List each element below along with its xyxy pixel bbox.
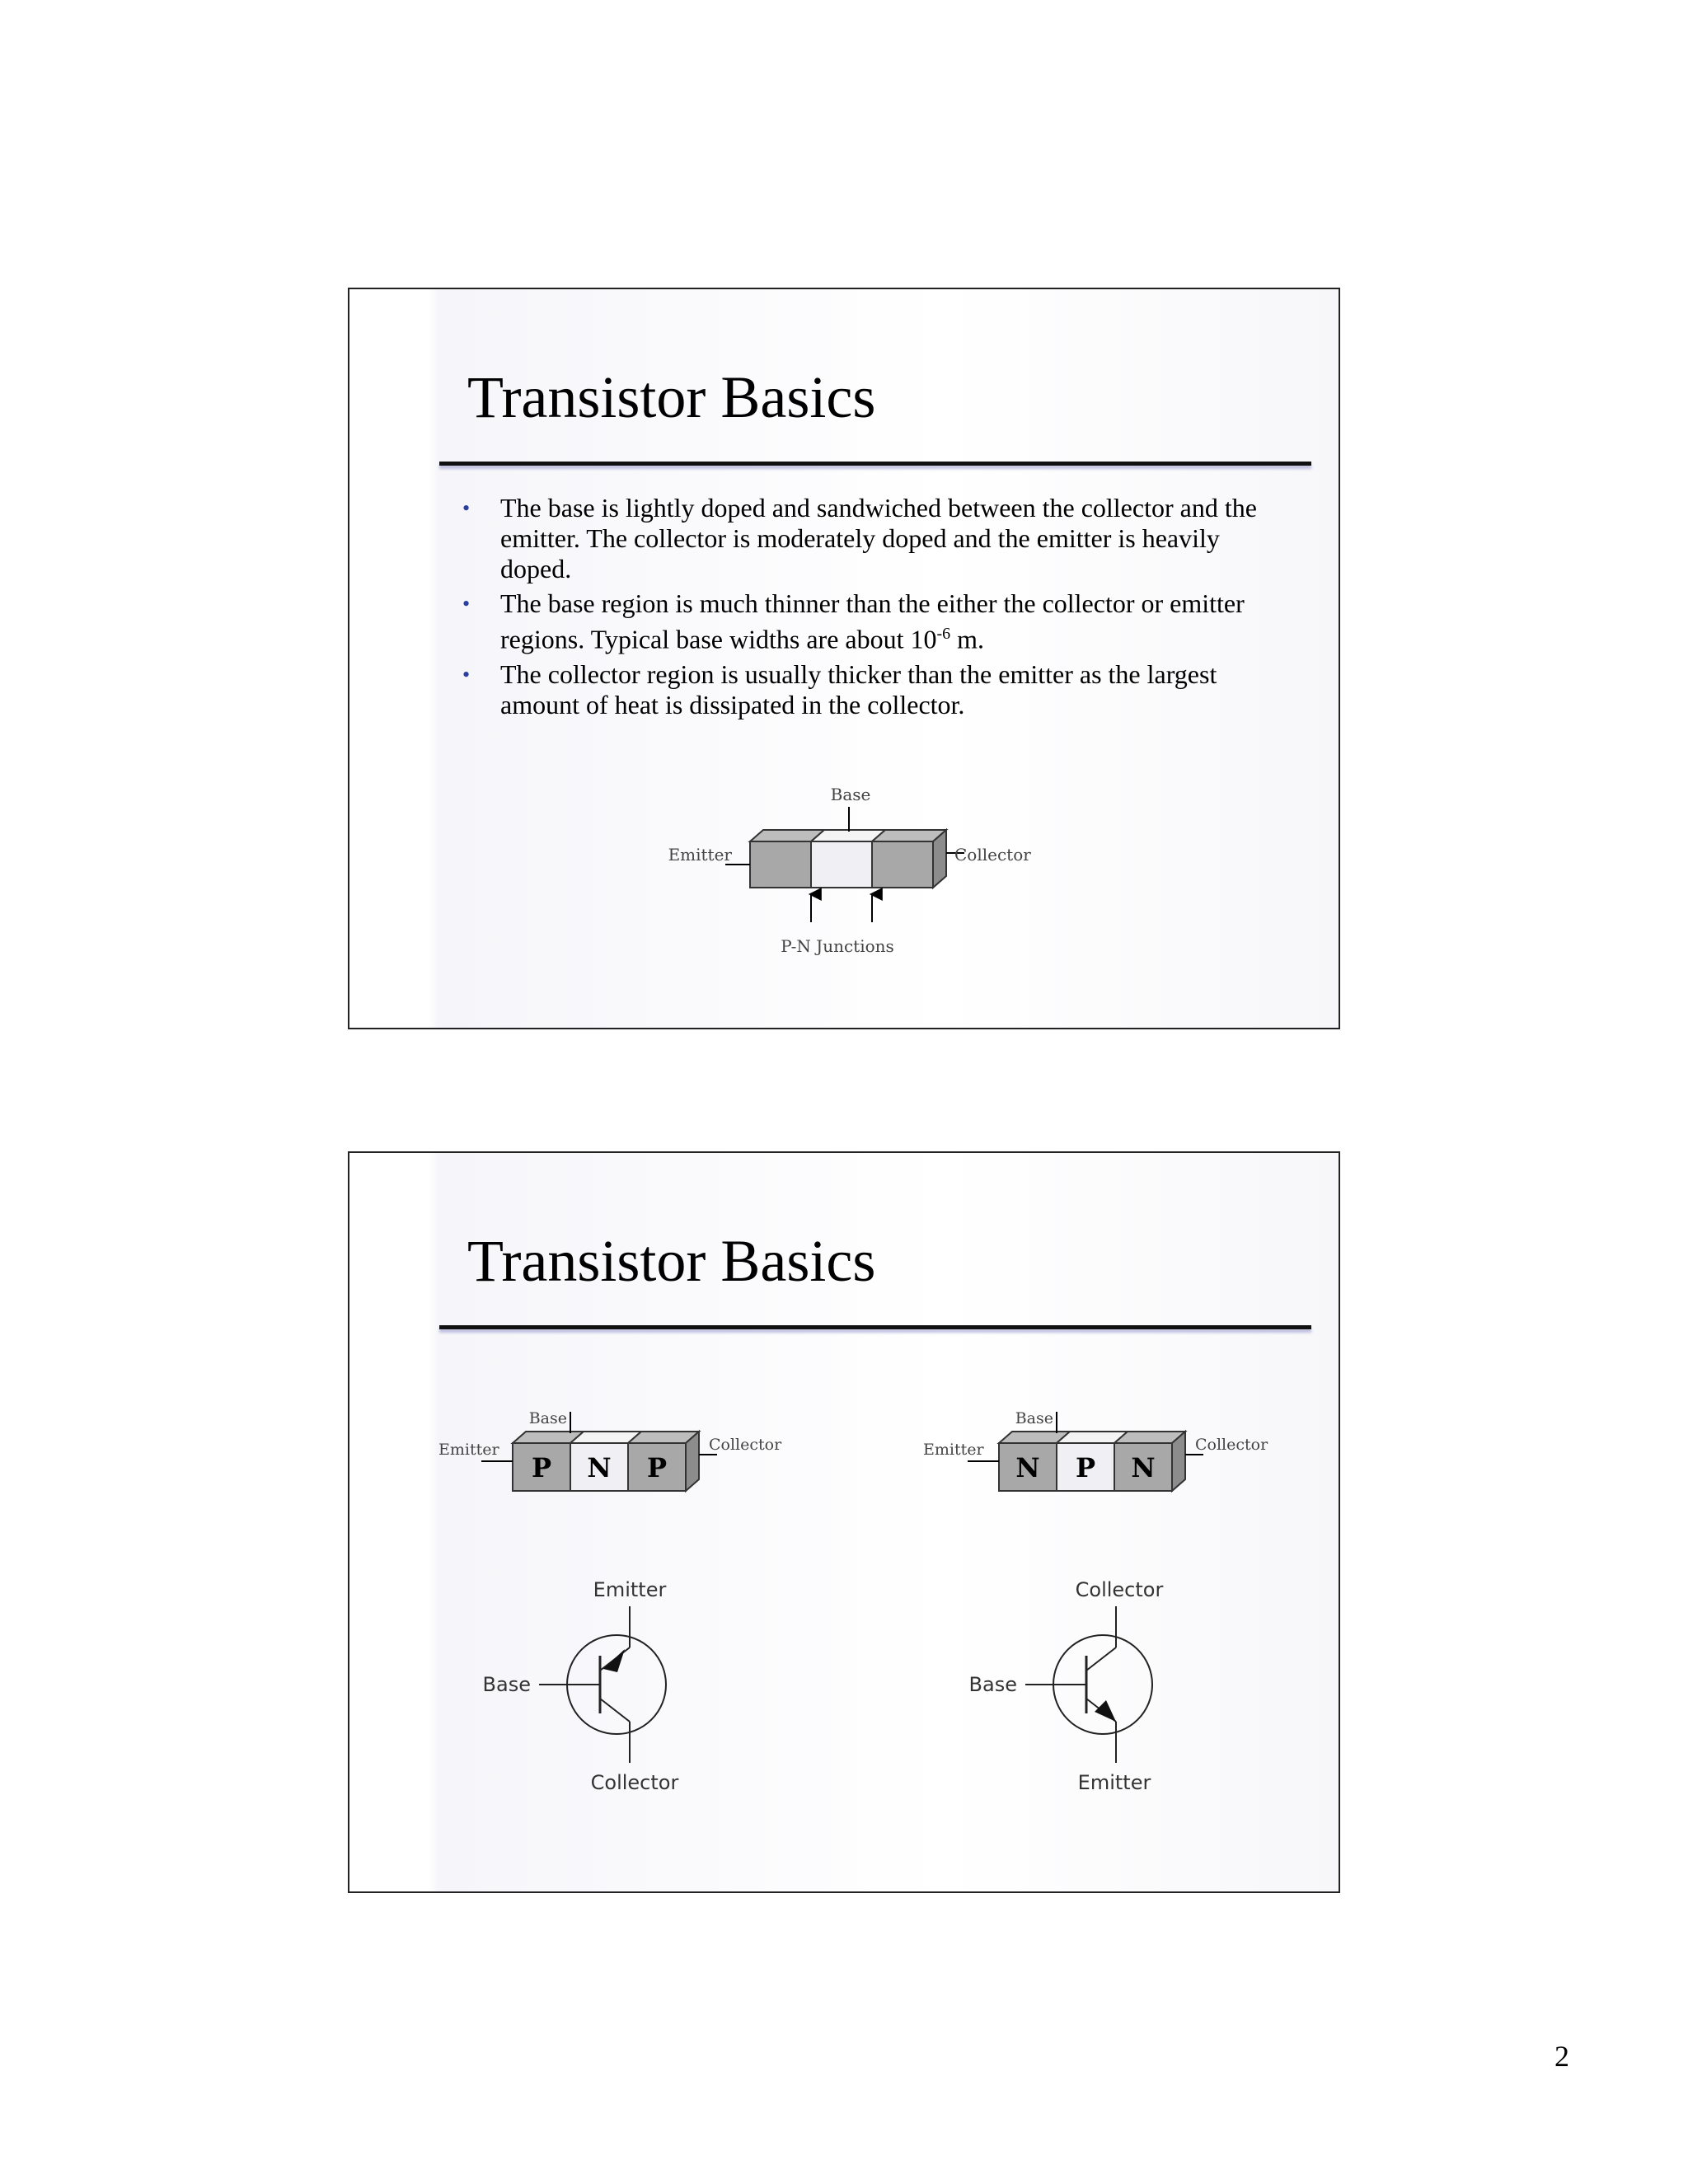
collector-region — [872, 841, 933, 888]
base-label: Base — [528, 1409, 567, 1427]
region-letter: P — [531, 1452, 552, 1483]
base-label: Base — [1015, 1409, 1053, 1427]
region-letter: P — [646, 1452, 668, 1483]
base-label: Base — [968, 1673, 1017, 1696]
bullet-icon: • — [462, 592, 471, 616]
emitter-arrow-icon — [1095, 1700, 1116, 1722]
region-letter: N — [1015, 1452, 1040, 1483]
junctions-label: P-N Junctions — [781, 936, 894, 956]
slide-2 — [348, 1151, 1340, 1893]
collector-label: Collector — [1075, 1578, 1164, 1601]
bullet-icon: • — [462, 496, 471, 520]
pnp-symbol — [465, 1573, 712, 1796]
region-letter: N — [1131, 1452, 1156, 1483]
emitter-label: Emitter — [1077, 1771, 1151, 1794]
base-label: Base — [830, 785, 871, 804]
page-number: 2 — [1554, 2040, 1569, 2073]
title-underline — [439, 1325, 1311, 1329]
transistor-block-diagram — [668, 784, 1031, 973]
npn-block-diagram — [918, 1408, 1289, 1516]
pnp-block-diagram — [432, 1408, 803, 1516]
base-label: Base — [482, 1673, 531, 1696]
bullet-list — [462, 493, 1287, 724]
slide-title: Transistor Basics — [467, 1228, 876, 1294]
bullet-text: The base is lightly doped and sandwiched between the collector and the emitter. The collector is moderately doped and the emitter is heavily doped. — [500, 493, 1257, 583]
collector-label: Collector — [709, 1436, 782, 1454]
emitter-label: Emitter — [923, 1441, 984, 1459]
region-letter: P — [1075, 1452, 1096, 1483]
bullet-item — [462, 659, 1287, 720]
bullet-text: The collector region is usually thicker than the emitter as the largest amount of heat is dissipated in the collector. — [500, 658, 1217, 719]
emitter-label: Emitter — [668, 845, 732, 865]
base-region — [811, 841, 872, 888]
emitter-label: Emitter — [593, 1578, 667, 1601]
npn-symbol — [951, 1573, 1198, 1796]
bullet-item — [462, 493, 1287, 584]
collector-label: Collector — [590, 1771, 679, 1794]
region-letter: N — [587, 1452, 612, 1483]
slide-title: Transistor Basics — [467, 364, 876, 430]
collector-label: Collector — [954, 845, 1031, 865]
emitter-region — [750, 841, 811, 888]
bullet-text: The base region is much thinner than the either the collector or emitter regions. Typical base widths are about 10 — [500, 588, 1245, 654]
slide-1 — [348, 288, 1340, 1029]
title-underline — [439, 462, 1311, 466]
unit-text: m. — [950, 624, 985, 654]
bullet-item — [462, 588, 1287, 655]
exponent: -6 — [936, 625, 951, 643]
emitter-arrow-icon — [603, 1649, 625, 1672]
emitter-label: Emitter — [438, 1441, 499, 1459]
bullet-icon: • — [462, 662, 471, 687]
collector-label: Collector — [1195, 1436, 1268, 1454]
